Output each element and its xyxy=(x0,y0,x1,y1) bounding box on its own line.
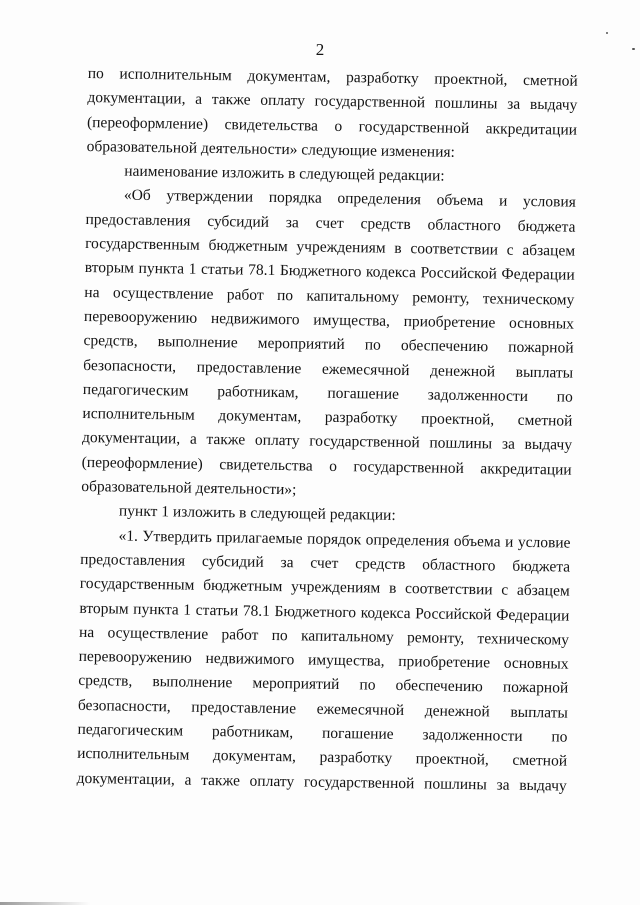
text-line: безопасности, предоставление ежемесячной денежной выплаты xyxy=(77,696,568,722)
document-body xyxy=(77,62,578,799)
paragraph-title-new xyxy=(81,183,576,507)
text-line: образовательной деятельности»; xyxy=(81,477,297,499)
scan-speck xyxy=(632,48,635,50)
page-number: 2 xyxy=(315,40,325,59)
text-line: государственным бюджетным учреждениям в соответствии с абзацем xyxy=(85,235,576,260)
paragraph-punkt1-new xyxy=(77,524,571,799)
text-line: перевооружению недвижимого имущества, приобретение основных xyxy=(83,307,575,333)
text-line: документации, а также оплату государственной пошлины за выдачу xyxy=(76,769,567,795)
text-line: предоставления субсидий за счет средств областного бюджета xyxy=(80,550,571,576)
text-line: педагогическим работникам, погашение задолженности по xyxy=(77,720,568,746)
text-line: пункт 1 изложить в следующей редакции: xyxy=(118,502,396,525)
text-line: государственным бюджетным учреждениям в соответствии с абзацем xyxy=(79,575,570,600)
text-line: безопасности, предоставление ежемесячной денежной выплаты xyxy=(83,356,574,382)
text-line: вторым пункта 1 статьи 78.1 Бюджетного кодекса Российской Федерации xyxy=(79,599,570,625)
paragraph-intro xyxy=(86,62,577,167)
text-line: на осуществление работ по капитальному ремонту, техническому xyxy=(78,623,570,649)
text-line: наименование изложить в следующей редакции: xyxy=(124,162,445,185)
text-line: предоставления субсидий за счет средств областного бюджета xyxy=(85,210,576,236)
text-line: документации, а также оплату государственной пошлины за выдачу xyxy=(87,89,578,114)
text-line: педагогическим работникам, погашение задолженности по xyxy=(82,380,573,406)
scan-speck xyxy=(606,32,608,34)
text-line: «1. Утвердить прилагаемые порядок определения объема и условие xyxy=(118,527,571,552)
text-line: «Об утверждении порядка определения объема и условия xyxy=(123,187,576,212)
text-line: документации, а также оплату государственной пошлины за выдачу xyxy=(81,429,573,455)
text-line: исполнительным документам, разработку проектной, сметной xyxy=(76,745,568,770)
text-line: средств, выполнение мероприятий по обеспечению пожарной xyxy=(83,332,574,357)
text-line: по исполнительным документам, разработку проектной, сметной xyxy=(87,64,578,90)
text-line: (переоформление) свидетельства о государственной аккредитации xyxy=(81,453,572,479)
text-line: средств, выполнение мероприятий по обеспечению пожарной xyxy=(78,672,569,698)
text-line: (переоформление) свидетельства о государственной аккредитации xyxy=(86,113,578,139)
text-line: на осуществление работ по капитальному ремонту, техническому xyxy=(84,283,575,309)
text-line: вторым пункта 1 статьи 78.1 Бюджетного кодекса Российской Федерации xyxy=(84,259,575,285)
text-line: образовательной деятельности» следующие изменения: xyxy=(86,137,456,161)
text-line: перевооружению недвижимого имущества, приобретение основных xyxy=(78,648,569,673)
text-line: исполнительным документам, разработку проектной, сметной xyxy=(82,405,573,430)
